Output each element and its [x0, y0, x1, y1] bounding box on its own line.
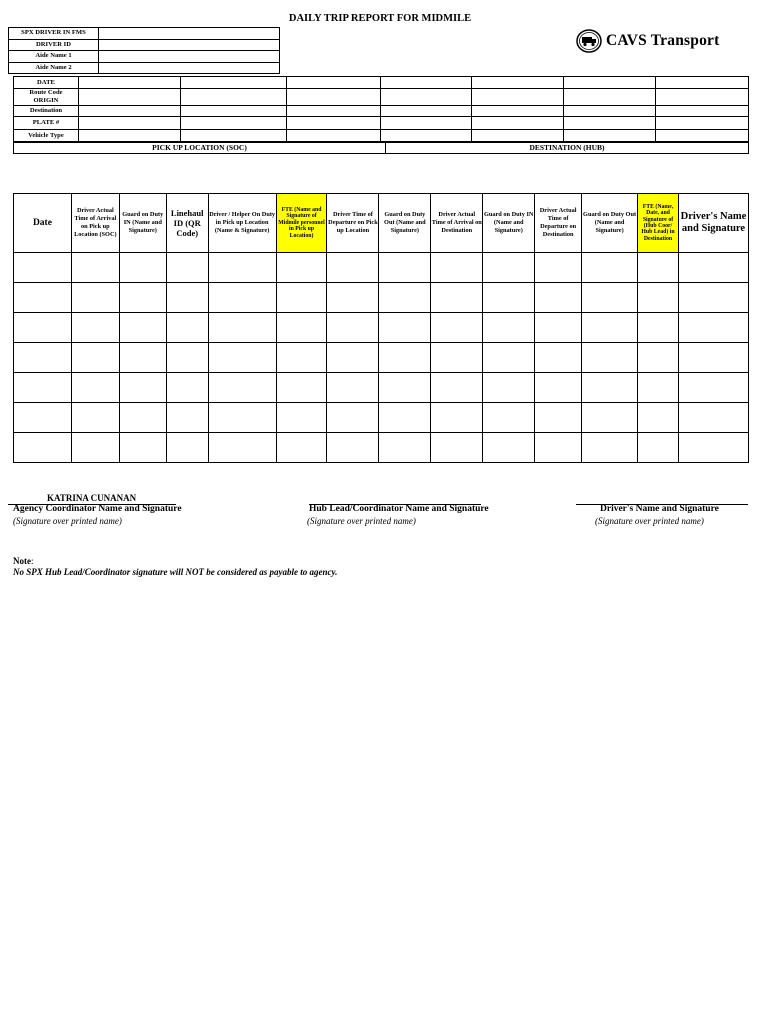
table-cell[interactable] [327, 313, 379, 343]
table-cell[interactable] [276, 343, 327, 373]
trip-field[interactable] [286, 77, 380, 89]
table-cell[interactable] [208, 313, 276, 343]
trip-field[interactable] [78, 89, 180, 106]
table-cell[interactable] [431, 433, 483, 463]
table-cell[interactable] [535, 373, 582, 403]
table-cell[interactable] [276, 433, 327, 463]
vehicle-type-label: Vehicle Type [14, 130, 79, 143]
table-cell[interactable] [379, 283, 431, 313]
table-cell[interactable] [582, 433, 638, 463]
table-cell[interactable] [582, 313, 638, 343]
driver-info-field[interactable] [99, 28, 280, 40]
table-cell[interactable] [535, 253, 582, 283]
table-cell[interactable] [483, 313, 535, 343]
table-cell[interactable] [71, 403, 119, 433]
table-cell[interactable] [678, 433, 748, 463]
col-driver-signature: Driver's Name and Signature [678, 194, 748, 253]
hub-signature-label: Hub Lead/Coordinator Name and Signature [309, 504, 489, 514]
table-cell[interactable] [678, 343, 748, 373]
col-arrival-pickup: Driver Actual Time of Arrival on Pick up Location (SOC) [71, 194, 119, 253]
trip-field[interactable] [472, 106, 564, 117]
trip-field[interactable] [564, 106, 656, 117]
table-cell[interactable] [327, 253, 379, 283]
driver-info-row [9, 39, 280, 51]
trip-field[interactable] [180, 77, 286, 89]
trip-field[interactable] [180, 106, 286, 117]
trip-field[interactable] [180, 117, 286, 130]
col-guard-in-destination: Guard on Duty IN (Name and Signature) [483, 194, 535, 253]
table-cell[interactable] [678, 283, 748, 313]
trip-info-row [14, 106, 749, 117]
col-linehaul-id: Linehaul ID (QR Code) [166, 194, 208, 253]
table-cell[interactable] [276, 313, 327, 343]
table-cell[interactable] [166, 283, 208, 313]
table-cell[interactable] [71, 343, 119, 373]
plate-label: PLATE # [14, 117, 79, 130]
col-departure-pickup: Driver Time of Departure on Pick up Location [327, 194, 379, 253]
route-origin-label [14, 89, 79, 106]
agency-coordinator-name: KATRINA CUNANAN [47, 493, 137, 503]
table-cell[interactable] [71, 373, 119, 403]
driver-info-field[interactable] [99, 62, 280, 74]
table-cell[interactable] [379, 253, 431, 283]
note [13, 556, 34, 566]
trip-field[interactable] [380, 106, 472, 117]
col-date: Date [14, 194, 72, 253]
table-cell[interactable] [483, 433, 535, 463]
table-cell[interactable] [14, 253, 72, 283]
trip-field[interactable] [564, 77, 656, 89]
table-cell[interactable] [582, 253, 638, 283]
table-cell[interactable] [678, 403, 748, 433]
driver-signature-label: Driver's Name and Signature [600, 504, 719, 514]
col-arrival-destination: Driver Actual Time of Arrival on Destination [431, 194, 483, 253]
logo-text: CAVS Transport [606, 32, 720, 49]
table-row [14, 343, 749, 373]
table-row [14, 403, 749, 433]
driver-signature-sub: (Signature over printed name) [595, 516, 704, 526]
table-cell[interactable] [535, 283, 582, 313]
agency-signature-label: Agency Coordinator Name and Signature [13, 504, 182, 514]
trip-field[interactable] [286, 117, 380, 130]
table-cell[interactable] [678, 253, 748, 283]
company-logo [576, 28, 746, 54]
date-label: DATE [14, 77, 79, 89]
table-cell[interactable] [71, 283, 119, 313]
trip-field[interactable] [656, 89, 749, 106]
driver-info-row [9, 51, 280, 63]
trip-field[interactable] [380, 117, 472, 130]
table-cell[interactable] [327, 373, 379, 403]
table-cell[interactable] [71, 253, 119, 283]
table-cell[interactable] [379, 343, 431, 373]
driver-info-label: Aide Name 2 [9, 62, 99, 74]
driver-info-table [8, 27, 280, 74]
trip-log-table [13, 193, 749, 463]
table-cell[interactable] [166, 313, 208, 343]
table-cell[interactable] [327, 343, 379, 373]
trip-info-row [14, 89, 749, 106]
table-cell[interactable] [379, 313, 431, 343]
trip-field[interactable] [472, 117, 564, 130]
table-cell[interactable] [119, 283, 166, 313]
route-code-label: Route Code [29, 89, 63, 96]
driver-info-row [9, 62, 280, 74]
table-cell[interactable] [431, 373, 483, 403]
table-cell[interactable] [119, 373, 166, 403]
table-cell[interactable] [208, 283, 276, 313]
table-cell[interactable] [208, 253, 276, 283]
table-cell[interactable] [582, 403, 638, 433]
col-guard-in-pickup: Guard on Duty IN (Name and Signature) [119, 194, 166, 253]
table-cell[interactable] [166, 433, 208, 463]
table-cell[interactable] [535, 403, 582, 433]
table-cell[interactable] [431, 403, 483, 433]
table-cell[interactable] [582, 343, 638, 373]
table-cell[interactable] [638, 313, 679, 343]
table-cell[interactable] [276, 253, 327, 283]
driver-info-field[interactable] [99, 39, 280, 51]
driver-info-label: SPX DRIVER IN FMS [9, 28, 99, 40]
table-row [14, 253, 749, 283]
trip-field[interactable] [380, 77, 472, 89]
trip-field[interactable] [472, 77, 564, 89]
trip-field[interactable] [656, 117, 749, 130]
truck-emblem-icon [576, 29, 602, 53]
col-departure-destination: Driver Actual Time of Departure on Destination [535, 194, 582, 253]
col-fte-destination: FTE (Name, Date, and Signature of (Hub Coor/ Hub Lead) in Destination [638, 194, 679, 253]
table-cell[interactable] [327, 403, 379, 433]
table-cell[interactable] [638, 433, 679, 463]
trip-info-row [14, 117, 749, 130]
table-cell[interactable] [327, 283, 379, 313]
table-cell[interactable] [208, 403, 276, 433]
table-header-row [14, 194, 749, 253]
table-cell[interactable] [638, 283, 679, 313]
table-cell[interactable] [119, 403, 166, 433]
trip-field[interactable] [380, 89, 472, 106]
trip-field[interactable] [180, 89, 286, 106]
driver-info-field[interactable] [99, 51, 280, 63]
table-cell[interactable] [14, 283, 72, 313]
table-body [14, 253, 749, 463]
table-cell[interactable] [535, 343, 582, 373]
table-cell[interactable] [166, 343, 208, 373]
table-cell[interactable] [119, 343, 166, 373]
table-cell[interactable] [483, 253, 535, 283]
table-cell[interactable] [431, 313, 483, 343]
table-cell[interactable] [678, 313, 748, 343]
table-cell[interactable] [535, 313, 582, 343]
trip-field[interactable] [656, 106, 749, 117]
table-cell[interactable] [638, 403, 679, 433]
trip-field[interactable] [472, 89, 564, 106]
destination-hub-header: DESTINATION (HUB) [386, 142, 749, 154]
table-cell[interactable] [483, 343, 535, 373]
agency-signature-sub: (Signature over printed name) [13, 516, 122, 526]
driver-info-label: Aide Name 1 [9, 51, 99, 63]
col-driver-helper: Driver / Helper On Duty in Pick up Location (Name & Signature) [208, 194, 276, 253]
table-cell[interactable] [582, 283, 638, 313]
table-cell[interactable] [379, 373, 431, 403]
trip-field[interactable] [564, 117, 656, 130]
table-cell[interactable] [14, 313, 72, 343]
table-cell[interactable] [166, 253, 208, 283]
note-label: Note [13, 556, 31, 566]
table-cell[interactable] [14, 343, 72, 373]
table-cell[interactable] [14, 433, 72, 463]
location-header [13, 141, 749, 154]
table-cell[interactable] [379, 403, 431, 433]
col-guard-out-destination: Guard on Duty Out (Name and Signature) [582, 194, 638, 253]
hub-signature-sub: (Signature over printed name) [307, 516, 416, 526]
trip-field[interactable] [78, 117, 180, 130]
table-cell[interactable] [379, 433, 431, 463]
table-cell[interactable] [71, 313, 119, 343]
trip-field[interactable] [78, 106, 180, 117]
table-cell[interactable] [431, 253, 483, 283]
trip-info-row [14, 77, 749, 89]
table-cell[interactable] [638, 373, 679, 403]
table-row [14, 283, 749, 313]
table-cell[interactable] [14, 403, 72, 433]
trip-field[interactable] [656, 77, 749, 89]
table-cell[interactable] [166, 403, 208, 433]
table-cell[interactable] [208, 343, 276, 373]
trip-info-table [13, 76, 749, 143]
trip-field[interactable] [286, 106, 380, 117]
note-colon: : [31, 556, 34, 566]
table-cell[interactable] [208, 373, 276, 403]
table-cell[interactable] [483, 373, 535, 403]
table-row [14, 313, 749, 343]
trip-field[interactable] [78, 77, 180, 89]
trip-field[interactable] [286, 89, 380, 106]
trip-field[interactable] [564, 89, 656, 106]
origin-label: ORIGIN [33, 97, 59, 104]
table-cell[interactable] [119, 433, 166, 463]
table-cell[interactable] [431, 343, 483, 373]
note-text: No SPX Hub Lead/Coordinator signature will NOT be considered as payable to agency. [13, 567, 338, 577]
table-cell[interactable] [276, 403, 327, 433]
table-cell[interactable] [638, 253, 679, 283]
table-cell[interactable] [483, 283, 535, 313]
table-cell[interactable] [166, 373, 208, 403]
pickup-location-header: PICK UP LOCATION (SOC) [14, 142, 386, 154]
table-cell[interactable] [119, 253, 166, 283]
col-guard-out-pickup: Guard on Duty Out (Name and Signature) [379, 194, 431, 253]
col-fte-pickup: FTE (Name and Signature of Midmile personnel in Pick up Location) [276, 194, 327, 253]
table-cell[interactable] [276, 283, 327, 313]
driver-info-row [9, 28, 280, 40]
table-cell[interactable] [431, 283, 483, 313]
table-cell[interactable] [535, 433, 582, 463]
table-cell[interactable] [208, 433, 276, 463]
table-cell[interactable] [119, 313, 166, 343]
table-cell[interactable] [483, 403, 535, 433]
driver-info-label: DRIVER ID [9, 39, 99, 51]
page-title: DAILY TRIP REPORT FOR MIDMILE [288, 13, 472, 24]
table-cell[interactable] [276, 373, 327, 403]
table-row [14, 433, 749, 463]
table-cell[interactable] [71, 433, 119, 463]
table-cell[interactable] [638, 343, 679, 373]
table-cell[interactable] [678, 373, 748, 403]
table-row [14, 373, 749, 403]
destination-label: Destination [14, 106, 79, 117]
table-cell[interactable] [582, 373, 638, 403]
table-cell[interactable] [14, 373, 72, 403]
table-cell[interactable] [327, 433, 379, 463]
